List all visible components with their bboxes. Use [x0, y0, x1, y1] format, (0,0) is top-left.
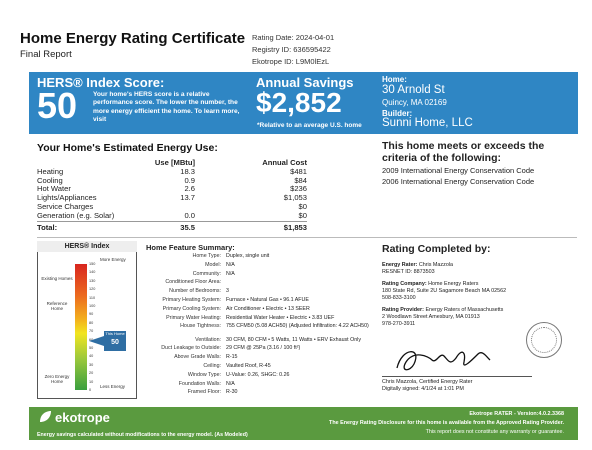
feature-key: Number of Bedrooms: — [169, 288, 221, 295]
hers-description: Your home's HERS score is a relative performance score. The lower the number, the more energy efficient the home. To learn more, visit — [93, 91, 240, 124]
hers-tick-label: 110 — [89, 295, 96, 300]
energy-use-table — [37, 159, 307, 232]
feature-row — [146, 337, 386, 344]
feature-row — [146, 345, 386, 352]
annual-savings-value: $2,852 — [256, 87, 342, 118]
total-row: Total: 35.5 $1,853 — [37, 222, 307, 232]
disclosure-note: The Energy Rating Disclosure for this home is available from the Approved Rating Provider. — [329, 420, 564, 426]
feature-row — [146, 381, 386, 388]
feature-row — [146, 279, 386, 286]
feature-value: Residential Water Heater • Electric • 3.83 UEF — [226, 314, 335, 321]
hers-tick-label: 0 — [89, 388, 92, 392]
hers-tick-label: 100 — [89, 304, 96, 308]
feature-value: Air Conditioner • Electric • 13 SEER — [226, 305, 310, 312]
feature-key: Community: — [192, 270, 221, 277]
hers-tick-label: 130 — [89, 278, 96, 283]
feature-key: Model: — [205, 261, 221, 268]
feature-row — [146, 323, 386, 330]
more-energy-label: More Energy — [100, 257, 126, 262]
criteria-item: 2009 International Energy Conservation Code — [382, 166, 535, 175]
less-energy-label: Less Energy — [100, 384, 126, 389]
builder-label: Builder: — [382, 109, 413, 118]
this-home-score: 50 — [111, 339, 119, 346]
feature-key: Window Type: — [187, 371, 221, 378]
hers-label: HERS® Index Score: — [37, 75, 165, 90]
feature-row — [146, 253, 386, 260]
hers-gradient-bar — [75, 264, 87, 390]
feature-row — [146, 306, 386, 313]
rating-completed-title: Rating Completed by: — [382, 243, 491, 255]
feature-row — [146, 297, 386, 304]
zero-energy-label: Zero Energy Home — [44, 374, 70, 384]
hers-tick-label: 10 — [89, 379, 94, 384]
col-cost-header: Annual Cost — [262, 158, 307, 167]
feature-summary-title: Home Feature Summary: — [146, 243, 235, 252]
provider-address: 2 Woodlawn Street Amesbury, MA 01913 — [382, 314, 480, 320]
feature-key: Home Type: — [192, 253, 221, 259]
signature-text: Chris Mazzola, Certified Energy Rater — [382, 379, 473, 385]
provider-phone: 978-270-3911 — [382, 321, 416, 327]
hers-tick-label: 30 — [89, 362, 94, 367]
feature-key: House Tightness: — [180, 323, 221, 330]
feature-value — [226, 279, 386, 286]
savings-note: *Relative to an average U.S. home — [257, 122, 362, 129]
feature-key: Primary Heating System: — [162, 297, 221, 303]
hers-tick-label: 150 — [89, 262, 96, 266]
feature-key: Conditioned Floor Area: — [165, 279, 221, 286]
divider — [37, 237, 577, 238]
feature-row — [146, 354, 386, 361]
criteria-title: This home meets or exceeds the criteria of the following: — [382, 140, 545, 164]
feature-row — [146, 389, 386, 396]
software-version: Ekotrope RATER - Version:4.0.2.3368 — [469, 411, 564, 417]
feature-value: 3 — [226, 288, 229, 295]
feature-key: Ceiling: — [203, 363, 221, 369]
existing-homes-label: Existing Homes — [41, 276, 73, 281]
savings-label: Annual Savings — [256, 75, 354, 90]
feature-key: Foundation Walls: — [178, 380, 221, 387]
table-row: Heating 18.3 $481 — [37, 166, 307, 176]
disclaimer-note: This report does not constitute any warranty or guarantee. — [425, 429, 564, 435]
table-row: Generation (e.g. Solar) 0.0 $0 — [37, 210, 307, 220]
company-line: Rating Company: Home Energy Raters — [382, 281, 479, 287]
this-home-label: This Home — [105, 331, 125, 336]
provider-line: Rating Provider: Energy Raters of Massachusetts — [382, 307, 504, 313]
rater-line: Energy Rater: Chris Mazzola — [382, 262, 454, 268]
this-home-marker — [104, 331, 126, 351]
feature-value: R-30 — [226, 389, 238, 396]
feature-value: 29 CFM @ 25Pa (3.16 / 100 ft²) — [226, 345, 301, 352]
home-label: Home: — [382, 75, 407, 84]
signature-icon — [392, 342, 502, 376]
energy-use-title: Your Home's Estimated Energy Use: — [37, 142, 218, 154]
feature-value: U-Value: 0.26, SHGC: 0.26 — [226, 371, 290, 378]
feature-key: Above Grade Walls: — [174, 354, 221, 361]
feature-row — [146, 363, 386, 370]
hers-index-head: HERS® Index — [37, 241, 137, 252]
feature-key: Duct Leakage to Outside: — [161, 345, 221, 352]
feature-key: Primary Cooling System: — [162, 305, 221, 312]
feature-row — [146, 288, 386, 295]
feature-key: Primary Water Heating: — [166, 314, 221, 321]
resnet-id: RESNET ID: 8873503 — [382, 269, 435, 275]
feature-row — [146, 262, 386, 269]
table-row: Lights/Appliances 13.7 $1,053 — [37, 193, 307, 203]
builder-name: Sunni Home, LLC — [382, 117, 473, 129]
home-city: Quincy, MA 02169 — [382, 98, 447, 107]
criteria-item: 2006 International Energy Conservation Code — [382, 177, 535, 186]
ekotrope-leaf-icon — [38, 410, 52, 424]
certificate-title: Home Energy Rating Certificate — [20, 30, 246, 47]
feature-row — [146, 372, 386, 379]
report-type: Final Report — [20, 49, 72, 60]
reference-home-label: Reference Home — [46, 301, 68, 311]
table-row: Service Charges $0 — [37, 201, 307, 211]
feature-key: Framed Floor: — [187, 389, 221, 396]
hers-score: 50 — [37, 85, 78, 126]
feature-value: Furnace • Natural Gas • 96.1 AFUE — [226, 297, 309, 303]
hers-tick-label: 60 — [89, 337, 94, 342]
rating-date: Rating Date: 2024-04-01 — [252, 33, 335, 42]
feature-value: N/A — [226, 261, 235, 268]
company-phone: 508-833-3100 — [382, 295, 416, 301]
hers-tick-label: 80 — [89, 320, 94, 325]
feature-key: Ventilation: — [195, 336, 221, 343]
hers-tick-label: 70 — [89, 329, 94, 334]
this-home-arrow-icon — [89, 336, 105, 346]
feature-value: N/A — [226, 380, 235, 387]
table-row: Cooling 0.9 $84 — [37, 175, 307, 185]
hers-tick-label: 20 — [89, 371, 94, 376]
ekotrope-id: Ekotrope ID: L9M0lEzL — [252, 57, 330, 66]
feature-row — [146, 271, 386, 278]
feature-value: Duplex, single unit — [226, 253, 270, 259]
feature-value: 755 CFM50 (5.08 ACH50) (Adjusted Infiltration: 4.22 ACH50) — [226, 323, 369, 330]
signed-date: Digitally signed: 4/1/24 at 1:01 PM — [382, 386, 464, 392]
footer-note: Energy savings calculated without modifications to the energy model. (As Modeled) — [37, 432, 248, 438]
feature-value: R-15 — [226, 354, 238, 361]
home-street: 30 Arnold St — [382, 84, 445, 96]
resnet-seal-inner — [531, 327, 557, 353]
hers-tick-label: 90 — [89, 312, 94, 317]
feature-value: Vaulted Roof, R-45 — [226, 363, 271, 369]
signature-line — [382, 376, 532, 377]
hers-tick-label: 140 — [89, 270, 96, 275]
ekotrope-logo: ekotrope — [55, 410, 110, 425]
registry-id: Registry ID: 636595422 — [252, 45, 331, 54]
hers-tick-label: 120 — [89, 287, 96, 292]
feature-value: N/A — [226, 270, 235, 277]
table-row: Hot Water 2.6 $236 — [37, 184, 307, 194]
col-use-header: Use [MBtu] — [154, 158, 195, 167]
feature-row — [146, 315, 386, 322]
hers-tick-label: 50 — [89, 346, 94, 350]
company-address: 180 State Rd, Suite 2U Sagamore Beach MA 02562 — [382, 288, 507, 294]
hers-tick-label: 40 — [89, 354, 94, 359]
feature-value: 30 CFM, 80 CFM • 5 Watts, 11 Watts • ERV Exhaust Only — [226, 336, 361, 343]
